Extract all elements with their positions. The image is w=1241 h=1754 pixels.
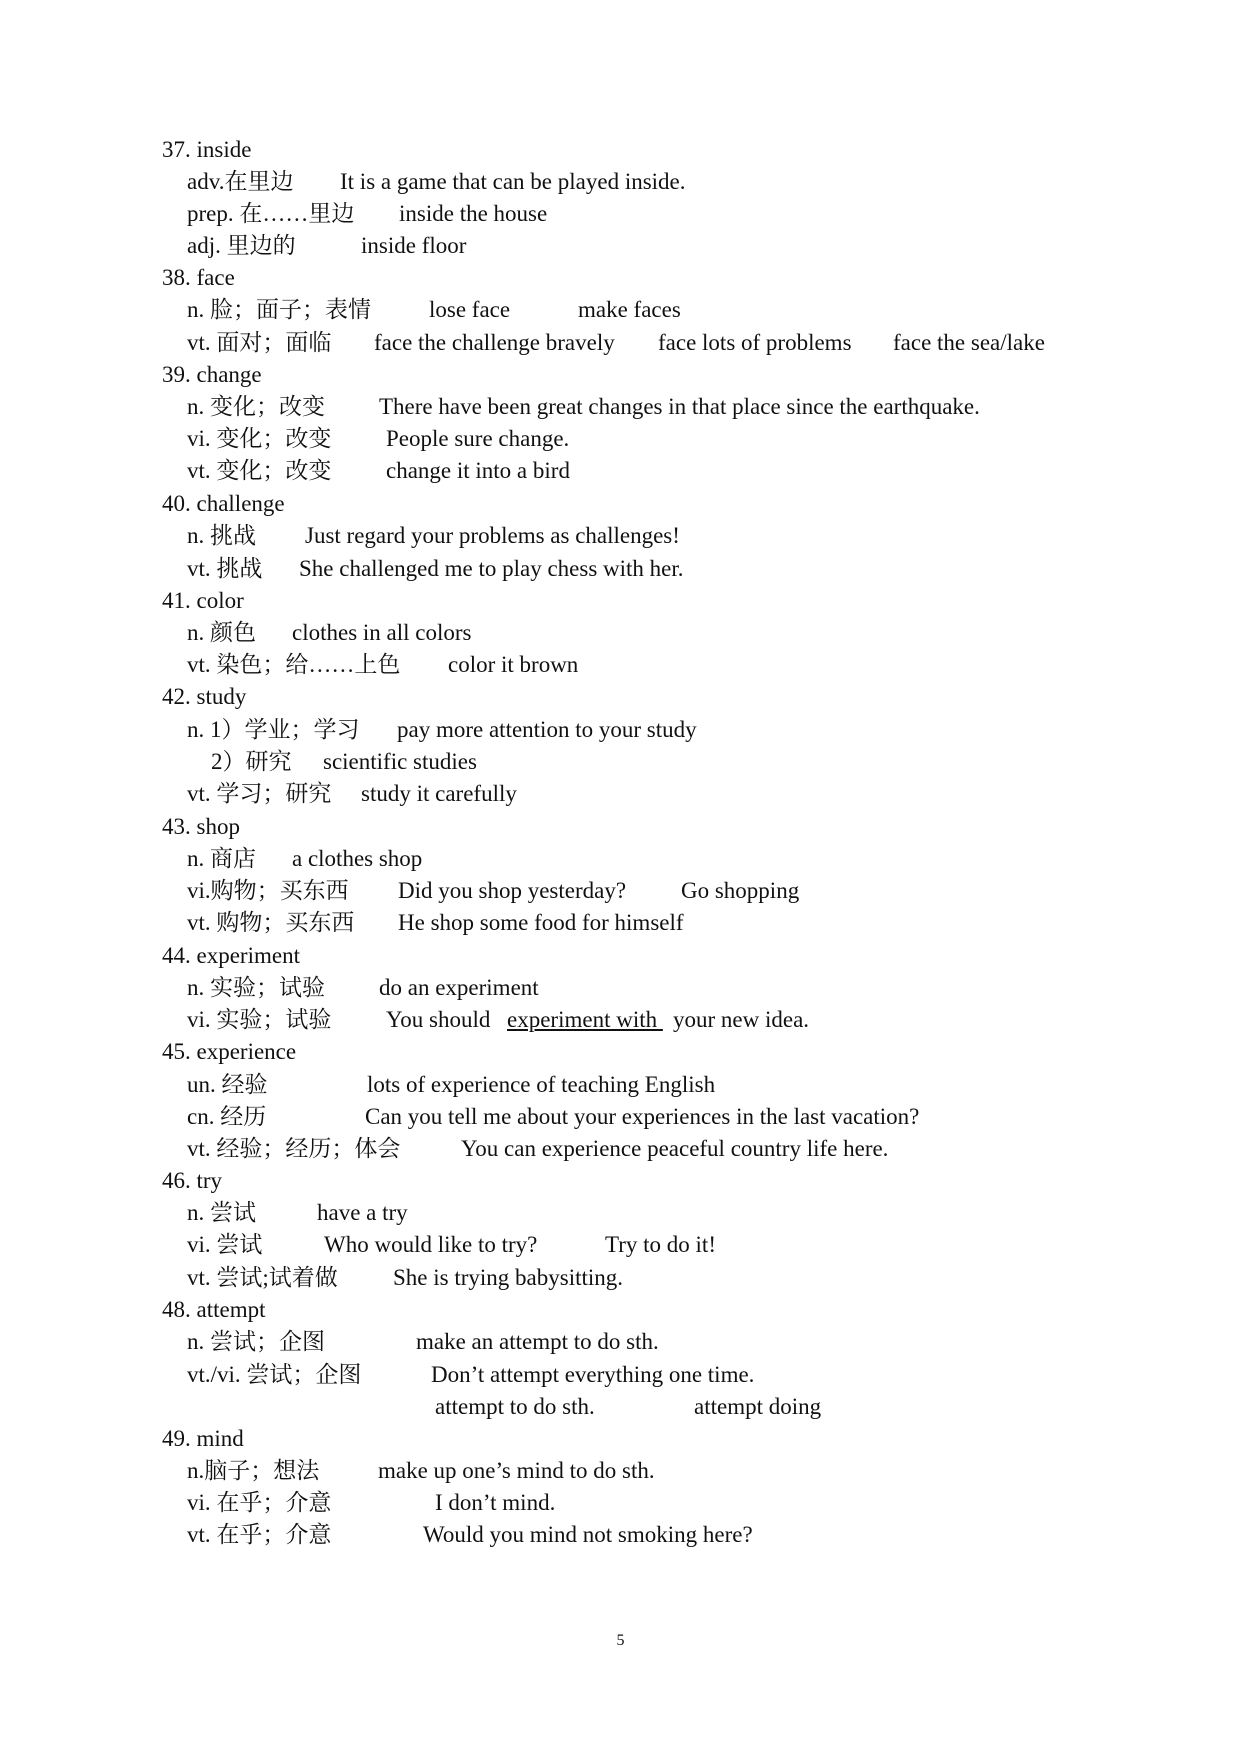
page-number: 5 — [616, 1632, 625, 1649]
document-page: 37. inside adv.在里边 It is a game that can be played inside. prep. 在……里边 inside the house adj. 里边的 inside floor 38. face n. 脸；面子；表情 lose face make faces vt. 面对；面临 face the challenge bravely face lots of problems face the sea/lake 39. change n. 变化；改变 There have been great changes in that place since the earthquake. vi. 变化；改变 People sure change. vt. 变化；改变 change it into a bird 40. challenge n. 挑战 Just regard your problems as challenges! vt. 挑战 She challenged me to play chess with her. 41. color n. 颜色 clothes in all colors vt. 染色；给……上色 color it brown 42. study n. 1）学业；学习 pay more attention to your study 2）研究 scientific studies vt. 学习；研究 study it carefully 43. shop n. 商店 a clothes shop vi.购物；买东西 Did you shop yesterday? Go shopping vt. 购物；买东西 He shop some food for himself 44. experiment n. 实验；试验 do an experiment vi. 实验；试验 You should experiment with your new idea. 45. experience un. 经验 lots of experience of teaching English cn. 经历 Can you tell me about your experiences in the last vacation? vt. 经验；经历；体会 You can experience peaceful country life here. 46. try n. 尝试 have a try vi. 尝试 Who would like to try? Try to do it! vt. 尝试;试着做 She is trying babysitting. 48. attempt n. 尝试；企图 make an attempt to do sth. vt./vi. 尝试；企图 Don’t attempt everything one time. attempt to do sth. attempt doing 49. mind n.脑子；想法 make up one’s mind to do sth. vi. 在乎；介意 I don’t mind. vt. 在乎；介意 Would you mind not smoking here? 5 — [0, 0, 1241, 1754]
